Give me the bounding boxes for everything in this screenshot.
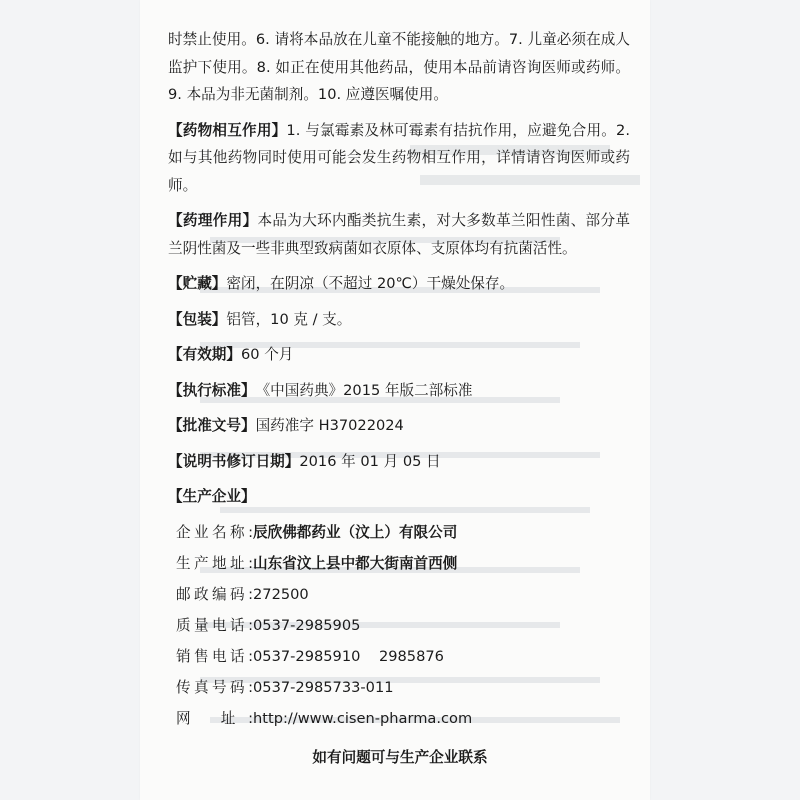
postcode-value: 272500: [253, 585, 309, 603]
company-value: 辰欣佛都药业（汶上）有限公司: [253, 523, 458, 541]
manufacturer-contact-block: [176, 519, 630, 733]
storage-text: 密闭，在阴凉（不超过 20℃）干燥处保存。: [226, 275, 515, 292]
quality-tel-value: 0537-2985905: [253, 616, 361, 634]
contact-manufacturer-note: 如有问题可与生产企业联系: [312, 749, 488, 766]
standard-row: [168, 377, 630, 405]
pharmacology-heading: 【药理作用】: [168, 212, 258, 229]
leaflet-body: [168, 26, 630, 736]
address-row: [176, 550, 630, 578]
validity-row: [168, 341, 630, 369]
address-label: 生产地址:: [176, 554, 253, 572]
approval-row: [168, 412, 630, 440]
sales-tel-value: 0537-2985910 2985876: [253, 647, 444, 665]
package-row: [168, 306, 630, 334]
approval-heading: 【批准文号】: [168, 417, 256, 434]
fax-label: 传真号码:: [176, 678, 253, 696]
drug-interaction-heading: 【药物相互作用】: [168, 121, 287, 139]
manufacturer-row: [168, 483, 630, 511]
approval-text: 国药准字 H37022024: [255, 417, 404, 434]
sales-tel-row: [176, 643, 630, 671]
drug-interaction-text: 1. 与氯霉素及林可霉素有拮抗作用，应避免合用。2. 如与其他药物同时使用可能会发生药物相互作用，详情请咨询医师或药师。: [168, 121, 630, 194]
postcode-row: [176, 581, 630, 609]
quality-tel-row: [176, 612, 630, 640]
address-value: 山东省汶上县中都大街南首西侧: [253, 554, 458, 572]
revision-text: 2016 年 01 月 05 日: [299, 452, 441, 470]
revision-heading: 【说明书修订日期】: [168, 452, 300, 470]
storage-row: [168, 270, 630, 298]
validity-text: 60 个月: [240, 346, 294, 363]
standard-text: 《中国药典》2015 年版二部标准: [255, 381, 473, 399]
revision-row: [168, 448, 630, 476]
quality-tel-label: 质量电话:: [176, 616, 253, 634]
website-link[interactable]: http://www.cisen-pharma.com: [253, 709, 473, 727]
company-row: [176, 519, 630, 547]
manufacturer-heading: 【生产企业】: [168, 488, 256, 505]
storage-heading: 【贮藏】: [168, 275, 227, 292]
fax-row: [176, 674, 630, 702]
sales-tel-label: 销售电话:: [176, 647, 253, 665]
pharmacology-section: [168, 207, 630, 262]
website-label: 网 址:: [176, 709, 253, 727]
company-label: 企业名称:: [176, 523, 253, 541]
postcode-label: 邮政编码:: [176, 585, 253, 603]
validity-heading: 【有效期】: [168, 346, 241, 363]
package-heading: 【包装】: [168, 310, 227, 328]
fax-value: 0537-2985733-011: [253, 678, 394, 696]
pharmacology-text: 本品为大环内酯类抗生素，对大多数革兰阳性菌、部分革兰阴性菌及一些非典型致病菌如衣原体、支原体均有抗菌活性。: [168, 212, 630, 257]
drug-interaction-section: [168, 117, 630, 200]
package-text: 铝管，10 克 / 支。: [226, 310, 352, 328]
usage-warnings-paragraph: 时禁止使用。6. 请将本品放在儿童不能接触的地方。7. 儿童必须在成人监护下使用。8. 如正在使用其他药品，使用本品前请咨询医师或药师。9. 本品为非无菌制剂。10. 应遵医嘱使用。: [168, 31, 630, 103]
website-row: [176, 705, 630, 733]
standard-heading: 【执行标准】: [168, 381, 256, 399]
